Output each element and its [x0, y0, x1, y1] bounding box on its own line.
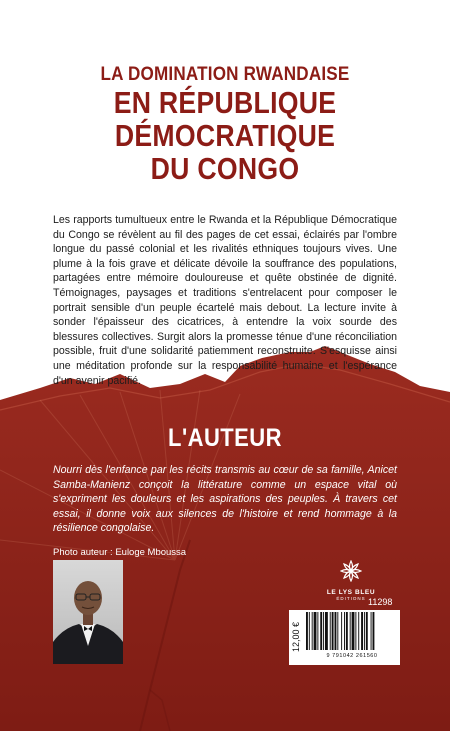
title-line-2: EN RÉPUBLIQUE [113, 85, 337, 120]
title-line-3: DÉMOCRATIQUE [114, 118, 336, 153]
title-line-4: DU CONGO [150, 151, 300, 186]
publisher-name: LE LYS BLEU [326, 589, 376, 596]
author-photo [53, 560, 123, 664]
publisher-logo [326, 560, 376, 601]
author-bio: Nourri dès l'enfance par les récits transmis au cœur de sa famille, Anicet Samba-Manienz conçoit la littérature comme un espace vital où s'expriment les douleurs et les aspirations des peuples. À travers cet essai, il donne voix aux silences de l'histoire et rend hommage à la résilience congolaise. [53, 464, 397, 535]
publisher-subtitle: ÉDITIONS [336, 596, 366, 601]
barcode [306, 612, 398, 652]
title-line-1: LA DOMINATION RWANDAISE [100, 64, 350, 85]
price-text: 12,00 € [291, 621, 301, 653]
price-label [289, 610, 303, 665]
book-summary: Les rapports tumultueux entre le Rwanda et la République Démocratique du Congo se révèlent au fil des pages de cet essai, éclairés par l'ombre longue du passé colonial et les rivalités ethniques toujours vives. Une plume à la fois grave et délicate dévoile la souffrance des populations, partagées entre mémoire douloureuse et quête obstinée de dignité. Témoignages, paysages et traditions s'entrelacent pour composer le portrait sensible d'un peuple écartelé mais debout. La lecture invite à sonder l'épaisseur des cicatrices, à entendre la voix sourde des blessures collectives. Surgit alors la promesse ténue d'une réconciliation possible, fruit d'une solidarité patiemment reconstruite. S'esquisse ainsi une méditation profonde sur la responsabilité humaine et l'espérance d'un avenir pacifié. [53, 214, 397, 387]
book-title [0, 64, 450, 185]
photo-credit: Photo auteur : Euloge Mboussa [53, 547, 187, 558]
author-heading: L'AUTEUR [168, 424, 282, 452]
barcode-digits: 9 791042 261560 [326, 653, 378, 659]
lily-flower-icon [340, 560, 362, 582]
book-code: 11298 [368, 597, 393, 607]
